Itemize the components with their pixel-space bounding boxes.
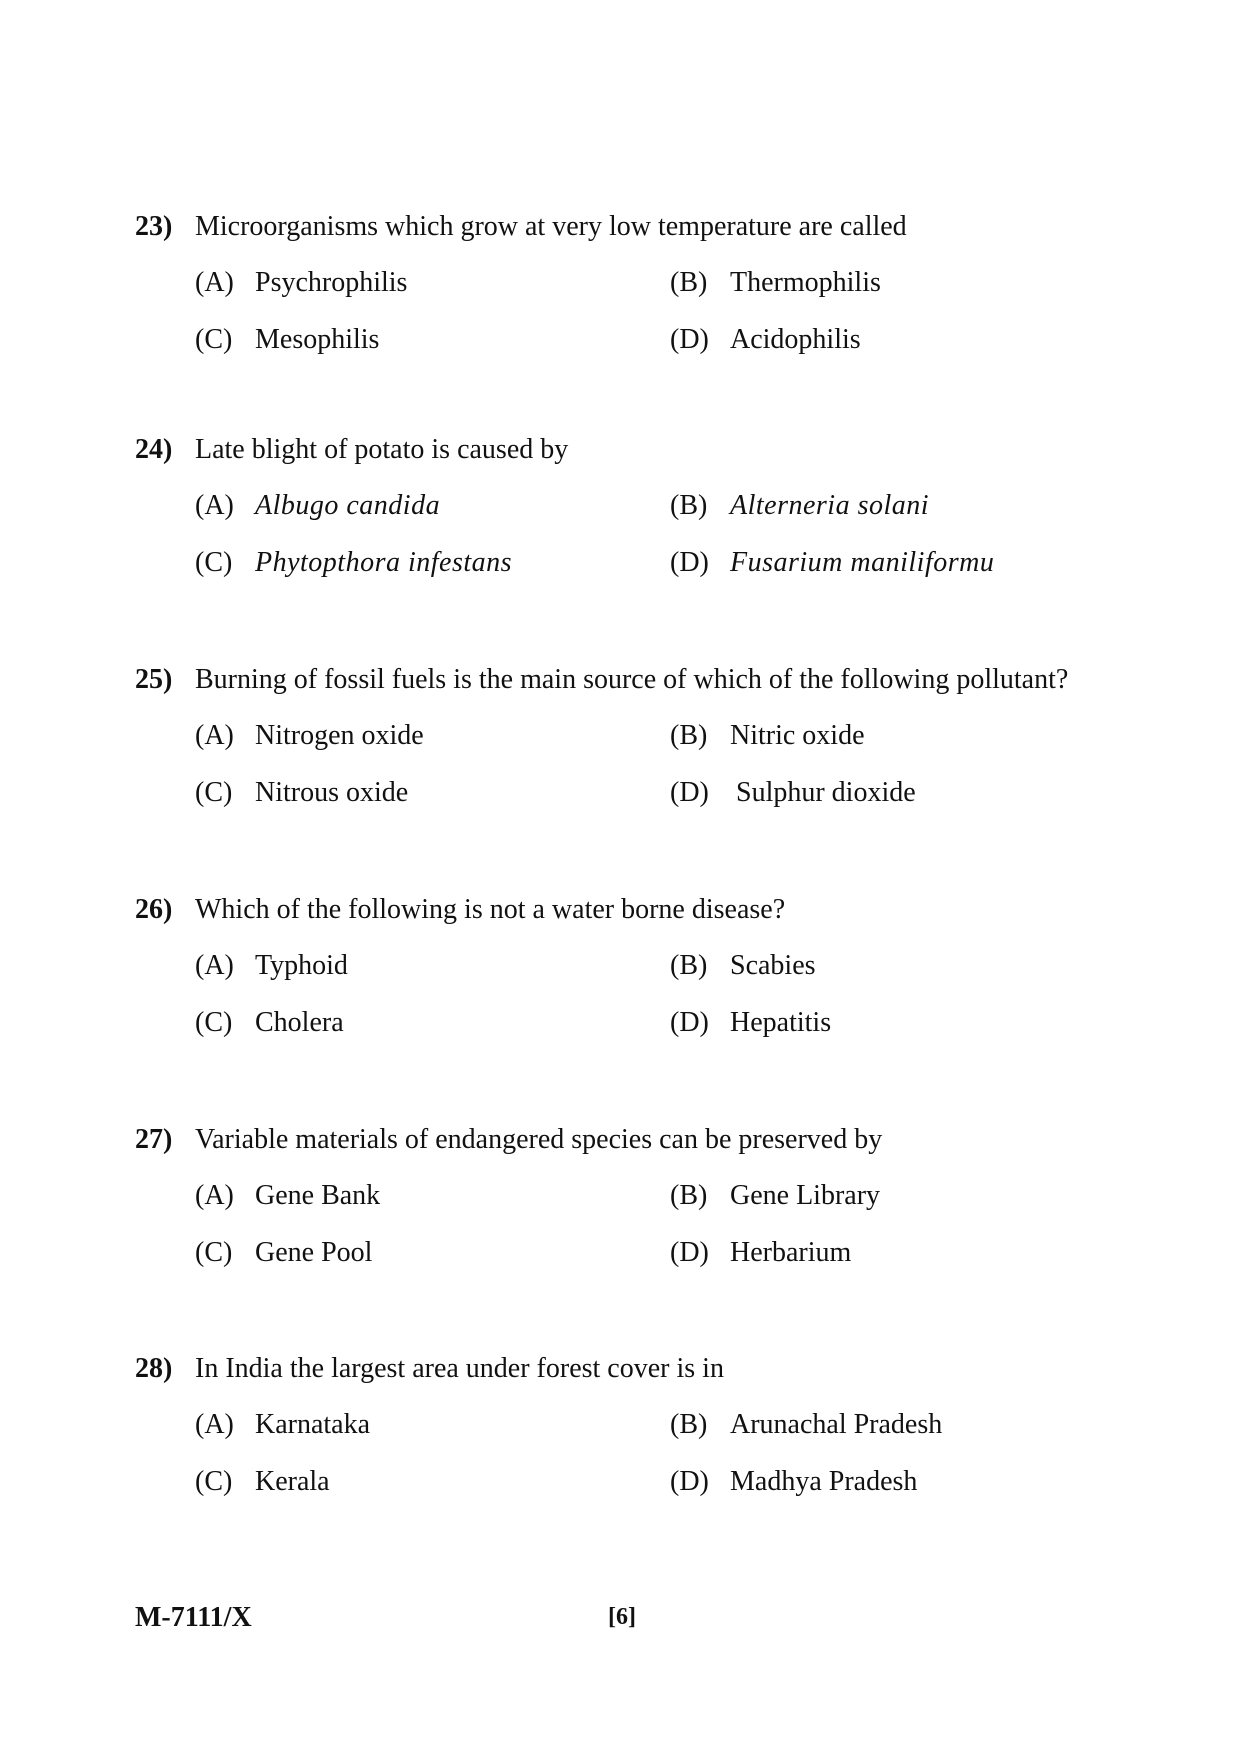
question-number: 24) — [135, 434, 173, 465]
option-text: Albugo candida — [255, 490, 441, 521]
option-label: (A) — [195, 720, 234, 751]
option-text: Gene Bank — [255, 1180, 381, 1211]
option-text: Nitric oxide — [730, 720, 865, 751]
options — [135, 1403, 1135, 1518]
question-24 — [135, 428, 1135, 599]
question-number: 23) — [135, 211, 173, 242]
question-28 — [135, 1347, 1135, 1518]
question-text: Burning of fossil fuels is the main source of which of the following pollutant? — [195, 664, 1069, 695]
option-text: Sulphur dioxide — [736, 777, 916, 808]
option-label: (A) — [195, 490, 234, 521]
option-text: Thermophilis — [730, 267, 881, 298]
question-27 — [135, 1118, 1135, 1289]
option-label: (C) — [195, 1466, 233, 1497]
question-text: Late blight of potato is caused by — [195, 434, 569, 465]
option-label: (A) — [195, 1409, 234, 1440]
question-25 — [135, 658, 1135, 829]
option-label: (A) — [195, 950, 234, 981]
option-text: Cholera — [255, 1007, 344, 1038]
question-text: Which of the following is not a water borne disease? — [195, 894, 786, 925]
option-label: (D) — [670, 1007, 709, 1038]
option-text: Karnataka — [255, 1409, 371, 1440]
question-number: 25) — [135, 664, 173, 695]
question-number: 28) — [135, 1353, 173, 1384]
option-label: (D) — [670, 1466, 709, 1497]
question-number: 26) — [135, 894, 173, 925]
option-text: Phytopthora infestans — [255, 547, 513, 578]
option-label: (B) — [670, 720, 708, 751]
option-text: Nitrous oxide — [255, 777, 409, 808]
option-label: (B) — [670, 490, 708, 521]
question-stem — [135, 205, 1135, 249]
question-23 — [135, 205, 1135, 376]
question-stem — [135, 1118, 1135, 1162]
option-text: Nitrogen oxide — [255, 720, 424, 751]
option-label: (D) — [670, 324, 709, 355]
question-stem — [135, 1347, 1135, 1391]
option-label: (D) — [670, 777, 709, 808]
question-26 — [135, 888, 1135, 1059]
option-label: (B) — [670, 950, 708, 981]
option-label: (C) — [195, 547, 233, 578]
option-text: Arunachal Pradesh — [730, 1409, 943, 1440]
options — [135, 484, 1135, 599]
options — [135, 944, 1135, 1059]
question-stem — [135, 658, 1135, 702]
options — [135, 261, 1135, 376]
question-text: Microorganisms which grow at very low temperature are called — [195, 211, 907, 242]
option-text: Typhoid — [255, 950, 348, 981]
option-text: Scabies — [730, 950, 816, 981]
option-text: Hepatitis — [730, 1007, 832, 1038]
paper-code: M-7111/X — [135, 1602, 252, 1633]
question-text: In India the largest area under forest cover is in — [195, 1353, 724, 1384]
option-text: Herbarium — [730, 1237, 852, 1268]
question-text: Variable materials of endangered species can be preserved by — [195, 1124, 883, 1155]
question-number: 27) — [135, 1124, 173, 1155]
option-label: (C) — [195, 1237, 233, 1268]
option-text: Gene Library — [730, 1180, 881, 1211]
option-text: Alterneria solani — [730, 490, 930, 521]
option-text: Acidophilis — [730, 324, 861, 355]
option-label: (B) — [670, 1409, 708, 1440]
option-label: (B) — [670, 267, 708, 298]
option-label: (C) — [195, 1007, 233, 1038]
options — [135, 714, 1135, 829]
option-label: (C) — [195, 777, 233, 808]
option-text: Fusarium maniliformu — [730, 547, 995, 578]
option-text: Psychrophilis — [255, 267, 408, 298]
option-label: (B) — [670, 1180, 708, 1211]
option-label: (A) — [195, 267, 234, 298]
question-stem — [135, 428, 1135, 472]
question-stem — [135, 888, 1135, 932]
options — [135, 1174, 1135, 1289]
option-text: Madhya Pradesh — [730, 1466, 918, 1497]
option-label: (D) — [670, 547, 709, 578]
option-label: (C) — [195, 324, 233, 355]
option-label: (D) — [670, 1237, 709, 1268]
option-text: Mesophilis — [255, 324, 380, 355]
option-text: Gene Pool — [255, 1237, 373, 1268]
option-text: Kerala — [255, 1466, 330, 1497]
page-number: [6] — [608, 1604, 636, 1630]
option-label: (A) — [195, 1180, 234, 1211]
